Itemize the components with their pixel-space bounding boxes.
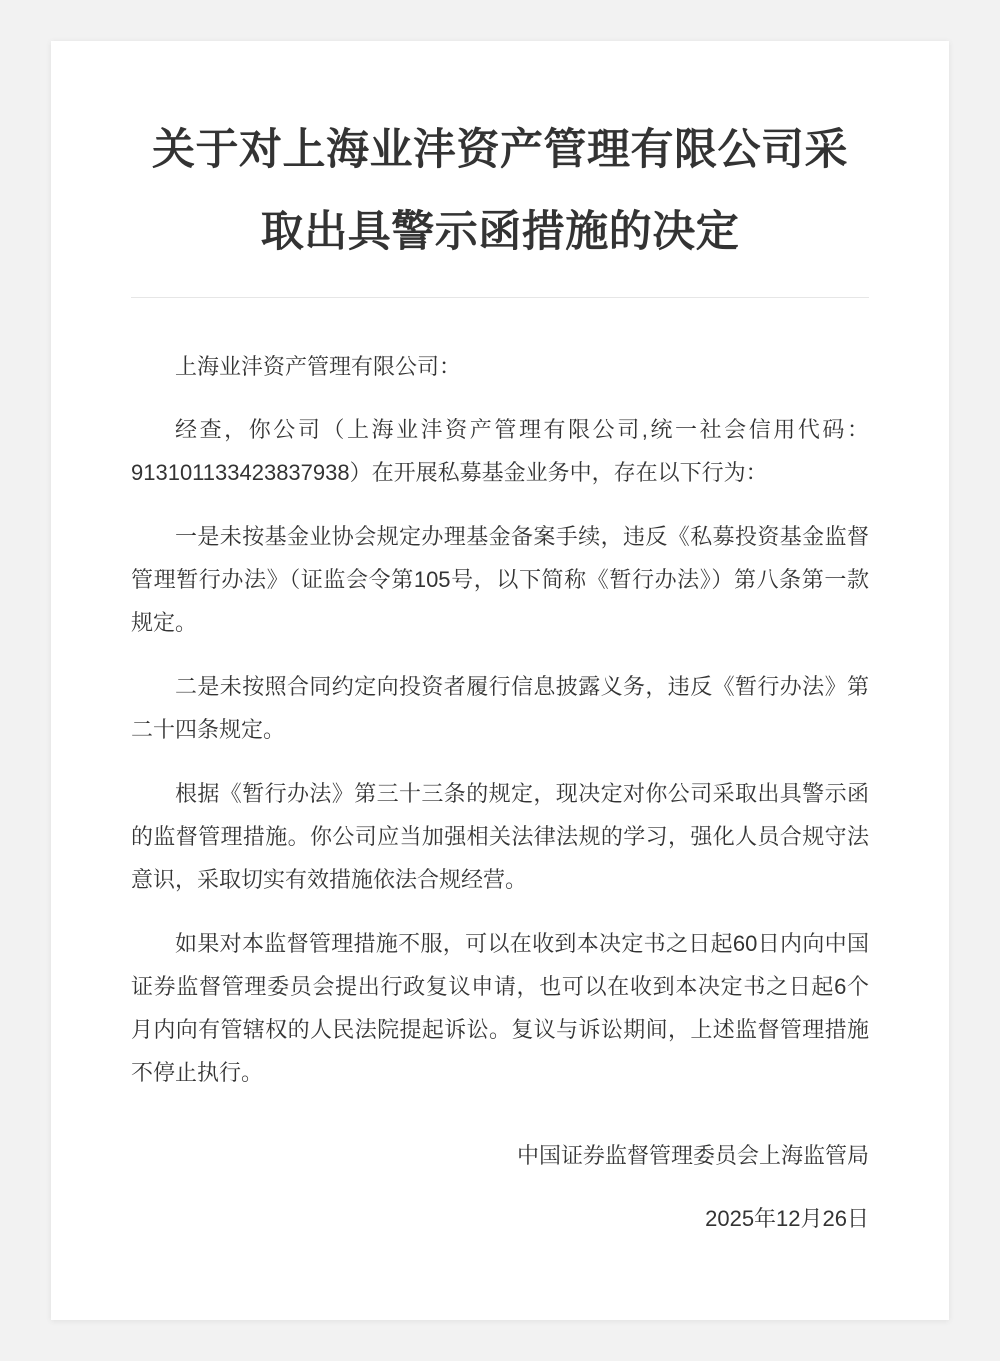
title-divider [131,297,869,298]
document-body [131,345,869,1094]
paragraph-appeal: 如果对本监督管理措施不服，可以在收到本决定书之日起60日内向中国证券监督管理委员会提出行政复议申请，也可以在收到本决定书之日起6个月内向有管辖权的人民法院提起诉讼。复议与诉讼期间，上述监督管理措施不停止执行。 [131,931,869,1085]
issuer-signature: 中国证券监督管理委员会上海监管局 [516,1143,869,1168]
issue-date: 2025年12月26日 [705,1206,869,1231]
paragraph-violation-1: 一是未按基金业协会规定办理基金备案手续，违反《私募投资基金监督管理暂行办法》（证监会令第105号，以下简称《暂行办法》）第八条第一款规定。 [131,524,869,635]
paragraph-violation-2: 二是未按照合同约定向投资者履行信息披露义务，违反《暂行办法》第二十四条规定。 [131,674,869,742]
paragraph-findings: 经查，你公司（上海业沣资产管理有限公司,统一社会信用代码：913101133423837938）在开展私募基金业务中，存在以下行为： [131,417,869,485]
document-title: 关于对上海业沣资产管理有限公司采取出具警示函措施的决定 [152,126,848,256]
paragraph-decision: 根据《暂行办法》第三十三条的规定，现决定对你公司采取出具警示函的监督管理措施。你公司应当加强相关法律法规的学习，强化人员合规守法意识，采取切实有效措施依法合规经营。 [131,781,869,892]
salutation: 上海业沣资产管理有限公司： [175,354,462,379]
document-card [51,41,949,1320]
